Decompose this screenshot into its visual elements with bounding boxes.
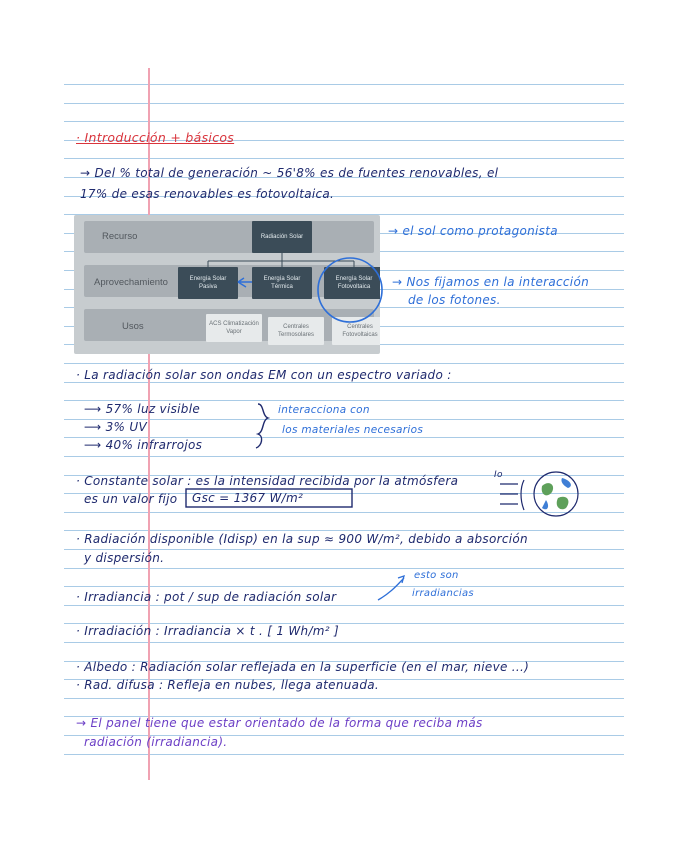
note-irradiancia: · Irradiancia : pot / sup de radiación solar (76, 590, 337, 604)
irradiancia-note-1: esto son (414, 570, 459, 581)
note-generation-line-1: → Del % total de generación ~ 56'8% es de fuentes renovables, el (80, 166, 499, 180)
diagram-box-pasiva: Energía Solar Pasiva (178, 267, 238, 299)
spectrum-note-2: los materiales necesarios (282, 424, 424, 436)
note-constante-2: es un valor fijo (84, 492, 178, 506)
diagram-box-fotovoltaica: Energía Solar Fotovoltaica (324, 267, 380, 299)
sketch-label: Io (494, 470, 503, 480)
diagram-box-termosolares: Centrales Termosolares (268, 317, 324, 345)
highlight-circle (318, 258, 382, 322)
diagram-row-label: Usos (122, 321, 144, 332)
note-disponible-2: y dispersión. (84, 551, 165, 565)
constant-value: Gsc = 1367 W/m² (192, 491, 304, 505)
diagram-box-acs: ACS Climatización Vapor (206, 314, 262, 342)
curved-arrow-icon (238, 278, 252, 287)
note-disponible-1: · Radiación disponible (Idisp) en la sup ≈ 900 W/m², debido a absorción (76, 532, 528, 546)
spectrum-note-1: interacciona con (278, 404, 370, 416)
arrow-icon (378, 578, 404, 600)
annotation-sol: → el sol como protagonista (388, 224, 558, 238)
irradiancia-note-2: irradiancias (412, 588, 474, 599)
note-constante-1: · Constante solar : es la intensidad recibida por la atmósfera (76, 474, 459, 488)
spectrum-uv: ⟶ 3% UV (84, 420, 147, 434)
section-heading: · Introducción + básicos (76, 130, 235, 145)
diagram-row-label: Aprovechamiento (94, 277, 168, 288)
annotation-fotones-1: → Nos fijamos en la interacción (392, 275, 589, 289)
note-difusa: · Rad. difusa : Refleja en nubes, llega atenuada. (76, 678, 380, 692)
note-panel-1: → El panel tiene que estar orientado de la forma que reciba más (76, 716, 483, 730)
diagram-box-radiacion: Radiación Solar (252, 221, 312, 253)
spectrum-infrared: ⟶ 40% infrarrojos (84, 438, 203, 452)
note-radiacion: · La radiación solar son ondas EM con un espectro variado : (76, 368, 452, 382)
note-panel-2: radiación (irradiancia). (84, 735, 228, 749)
annotation-fotones-2: de los fotones. (408, 293, 501, 307)
diagram-box-termica: Energía Solar Térmica (252, 267, 312, 299)
diagram-row-label: Recurso (102, 231, 138, 242)
spectrum-visible: ⟶ 57% luz visible (84, 402, 201, 416)
diagram-box-fv-centrales: Centrales Fotovoltaicas (332, 317, 380, 345)
brace-icon (256, 404, 268, 448)
note-albedo: · Albedo : Radiación solar reflejada en la superficie (en el mar, nieve ...) (76, 660, 530, 674)
note-generation-line-2: 17% de esas renovables es fotovoltaica. (80, 187, 335, 201)
earth-sketch-icon (500, 472, 578, 516)
note-irradiacion: · Irradiación : Irradiancia × t . [ 1 Wh/m² ] (76, 624, 339, 638)
